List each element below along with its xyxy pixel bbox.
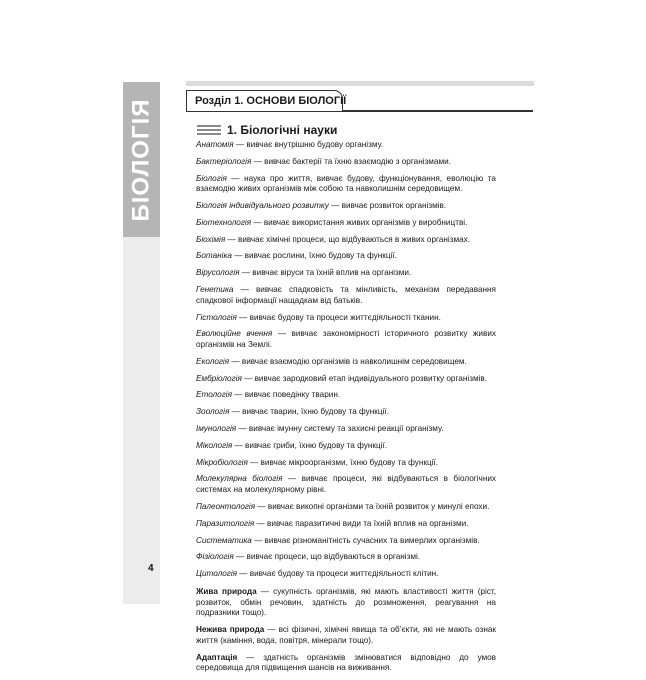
definitions-list <box>196 587 496 674</box>
entry-definition: — вивчає віруси та їхній вплив на організми. <box>239 268 412 278</box>
entry-definition: — вивчає імунну систему та захисні реакції організму. <box>236 424 444 434</box>
science-entry <box>196 474 496 495</box>
science-entry <box>196 424 496 435</box>
entry-definition: — вивчає розвиток організмів. <box>328 201 447 211</box>
heading <box>197 123 337 137</box>
content <box>196 140 496 680</box>
entry-term: Фізіологія <box>196 552 234 562</box>
entry-definition: — наука про життя, вивчає будову, функціонування, еволюцію та взаємодію живих організмів між собою та навколишнім середовищем. <box>196 173 496 194</box>
science-entry <box>196 251 496 262</box>
entry-term: Мікробіологія <box>196 457 248 467</box>
spine-label: БІОЛОГІЯ <box>127 97 155 222</box>
entry-term: Нежива природа <box>196 625 265 635</box>
entry-definition: — вивчає будову та процеси життєдіяльності тканин. <box>236 312 441 322</box>
entry-term: Палеонтологія <box>196 501 256 511</box>
science-entry <box>196 552 496 563</box>
entry-definition: — вивчає різноманітність сучасних та вимерлих організмів. <box>251 535 480 545</box>
page-number: 4 <box>148 563 154 574</box>
entry-definition: — вивчає взаємодію організмів із навколишнім середовищем. <box>229 356 467 366</box>
entry-term: Імунологія <box>196 424 237 434</box>
science-entry <box>196 268 496 279</box>
section-rule <box>343 110 533 112</box>
science-entry <box>196 140 496 151</box>
science-entry <box>196 201 496 212</box>
science-entry <box>196 313 496 324</box>
entry-definition: — вивчає тварин, їхню будову та функції. <box>229 407 389 417</box>
definition-entry <box>196 625 496 646</box>
science-entry <box>196 285 496 306</box>
entry-term: Гістологія <box>196 312 237 322</box>
entry-definition: — вивчає будову та процеси життєдіяльності клітин. <box>237 569 439 579</box>
entry-definition: — вивчає мікроорганізми, їхню будову та функції. <box>247 457 439 467</box>
science-entry <box>196 502 496 513</box>
entry-term: Цитологія <box>196 569 238 579</box>
top-rule <box>186 81 534 86</box>
entry-term: Біологія індивідуального розвитку <box>196 201 329 211</box>
science-entry <box>196 329 496 350</box>
heading-bars-icon <box>197 123 221 137</box>
science-entry <box>196 569 496 580</box>
science-entry <box>196 390 496 401</box>
entry-term: Молекулярна біологія <box>196 474 283 484</box>
entry-term: Паразитологія <box>196 518 255 528</box>
entry-term: Адаптація <box>196 652 238 662</box>
section-title: Розділ 1. ОСНОВИ БІОЛОГІЇ <box>186 90 343 112</box>
entry-definition: — сукупність організмів, які мають властивості життя (ріст, розвиток, обмін речовин, здатність до розмноження, реагування на подразники тощо). <box>196 586 497 618</box>
sciences-list <box>196 140 496 580</box>
science-entry <box>196 174 496 195</box>
entry-definition: — вивчає використання живих організмів у виробництві. <box>251 217 468 227</box>
science-entry <box>196 407 496 418</box>
definition-entry <box>196 587 496 619</box>
entry-term: Еволюційне вчення <box>196 329 273 339</box>
entry-term: Вірусологія <box>196 268 240 278</box>
entry-term: Біологія <box>196 173 227 183</box>
entry-term: Жива природа <box>196 586 257 596</box>
entry-term: Ботаніка <box>196 251 232 261</box>
entry-term: Бактеріологія <box>196 156 252 166</box>
entry-definition: — вивчає бактерії та їхню взаємодію з організмами. <box>251 156 451 166</box>
entry-definition: — вивчає гриби, їхню будову та функції. <box>232 440 388 450</box>
entry-term: Ембріологія <box>196 373 242 383</box>
entry-term: Систематика <box>196 535 252 545</box>
entry-definition: — вивчає хімічні процеси, що відбуваються в живих організмах. <box>225 234 471 244</box>
entry-definition: — здатність організмів змінюватися відповідно до умов середовища для підвищення шансів на виживання. <box>196 652 496 673</box>
science-entry <box>196 458 496 469</box>
science-entry <box>196 441 496 452</box>
entry-definition: — вивчає викопні організми та їхній розвиток у минулі епохи. <box>255 501 490 511</box>
science-entry <box>196 157 496 168</box>
entry-term: Біохімія <box>196 234 226 244</box>
spine-tab <box>123 82 160 237</box>
entry-definition: — вивчає закономірності історичного розвитку живих організмів на Землі. <box>196 329 496 350</box>
entry-definition: — вивчає внутрішню будову організму. <box>233 140 384 149</box>
entry-definition: — вивчає паразитичні види та їхній вплив на організми. <box>254 518 469 528</box>
heading-title: 1. Біологічні науки <box>227 123 338 137</box>
definition-entry <box>196 653 496 674</box>
entry-definition: — вивчає процеси, які відбуваються в біологічних системах на молекулярному рівні. <box>196 474 497 495</box>
science-entry <box>196 357 496 368</box>
science-entry <box>196 218 496 229</box>
entry-definition: — вивчає спадковість та мінливість, механізм передавання спадкової інформації нащадкам від батьків. <box>196 285 496 305</box>
entry-definition: — вивчає процеси, що відбуваються в організмі. <box>233 552 421 562</box>
entry-term: Етологія <box>196 390 232 400</box>
science-entry <box>196 374 496 385</box>
science-entry <box>196 235 496 246</box>
entry-term: Генетика <box>196 285 234 295</box>
entry-term: Екологія <box>196 356 230 366</box>
entry-definition: — вивчає рослини, їхню будову та функції. <box>231 251 397 261</box>
entry-definition: — вивчає поведінку тварин. <box>231 390 341 400</box>
entry-term: Мікологія <box>196 440 233 450</box>
science-entry <box>196 536 496 547</box>
entry-term: Зоологія <box>196 407 230 417</box>
entry-term: Біотехнологія <box>196 217 252 227</box>
entry-definition: — вивчає зародковий етап індивідуального розвитку організмів. <box>241 373 488 383</box>
science-entry <box>196 519 496 530</box>
entry-term: Анатомія <box>196 140 234 149</box>
entry-definition: — всі фізичні, хімічні явища та об’єкти, які не мають ознак життя (каміння, вода, повітря, мінерали тощо). <box>196 625 496 645</box>
